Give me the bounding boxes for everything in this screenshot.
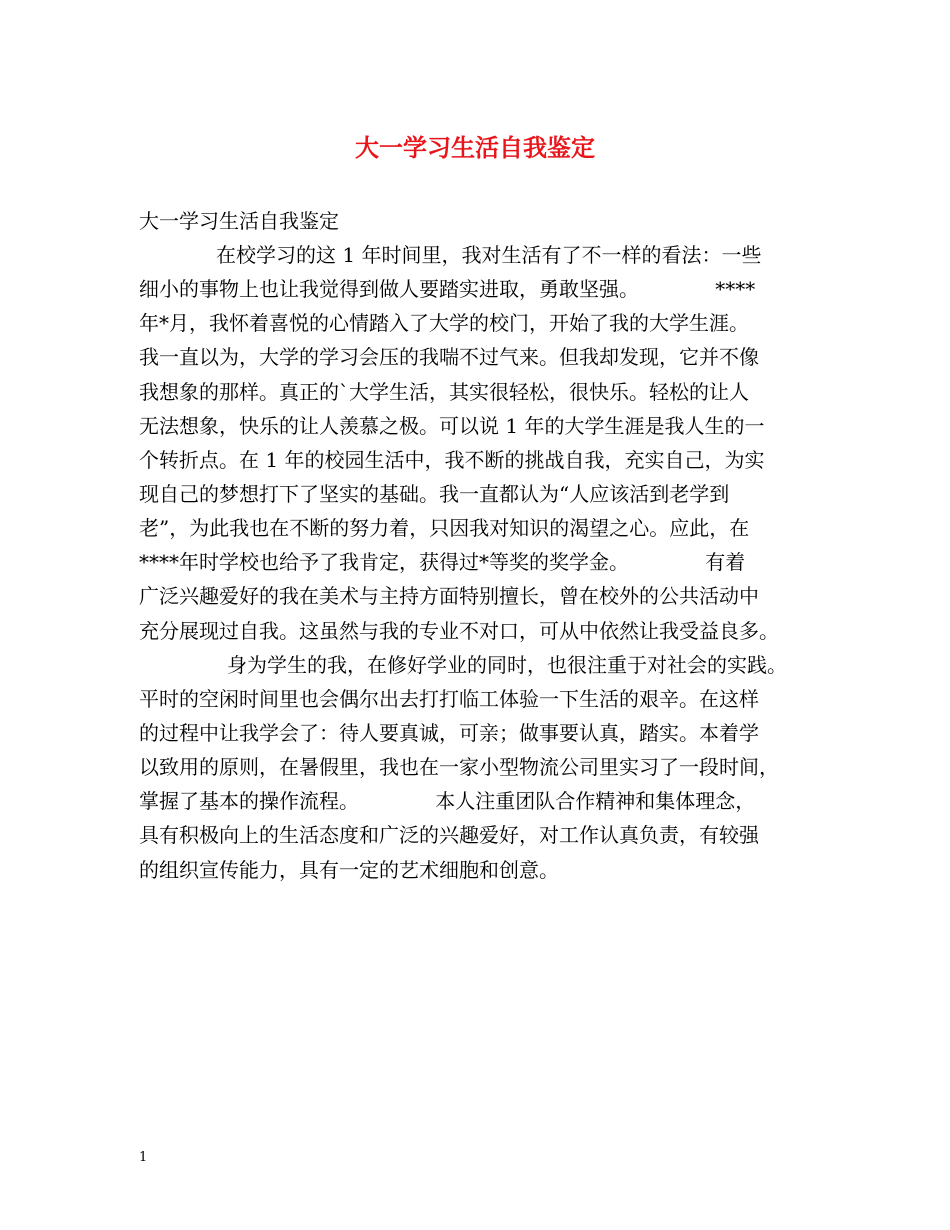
- paragraph-line: 身为学生的我，在修好学业的同时，也很注重于对社会的实践。: [227, 652, 787, 677]
- paragraph-line: 无法想象，快乐的让人羡慕之极。可以说 1 年的大学生涯是我人生的一: [139, 413, 765, 438]
- paragraph-line: 具有积极向上的生活态度和广泛的兴趣爱好，对工作认真负责，有较强: [139, 823, 759, 848]
- paragraph-line: 个转折点。在 1 年的校园生活中，我不断的挑战自我，充实自己，为实: [139, 447, 765, 472]
- paragraph-line: 我一直以为，大学的学习会压的我喘不过气来。但我却发现，它并不像: [139, 345, 759, 370]
- paragraph-line: 广泛兴趣爱好的我在美术与主持方面特别擅长，曾在校外的公共活动中: [139, 584, 759, 609]
- paragraph-line: 掌握了基本的操作流程。 本人注重团队合作精神和集体理念，: [139, 789, 756, 814]
- paragraph-line: 的组织宣传能力，具有一定的艺术细胞和创意。: [139, 857, 559, 882]
- paragraph-line: 的过程中让我学会了：待人要真诚，可亲；做事要认真，踏实。本着学: [139, 720, 759, 745]
- paragraph-line: 年*月，我怀着喜悦的心情踏入了大学的校门，开始了我的大学生涯。: [139, 311, 749, 336]
- paragraph-line: 以致用的原则，在暑假里，我也在一家小型物流公司里实习了一段时间，: [139, 755, 779, 780]
- paragraph-line: ****年时学校也给予了我肯定，获得过*等奖的奖学金。 有着: [139, 550, 746, 575]
- document-body: [139, 238, 819, 887]
- paragraph-line: 老”，为此我也在不断的努力着，只因我对知识的渴望之心。应此，在: [139, 516, 750, 541]
- document-subheading: 大一学习生活自我鉴定: [139, 209, 339, 233]
- paragraph-line: 在校学习的这 1 年时间里，我对生活有了不一样的看法：一些: [216, 243, 762, 267]
- page-number: 1: [139, 1150, 148, 1165]
- paragraph-line: 细小的事物上也让我觉得到做人要踏实进取，勇敢坚强。 ****: [139, 277, 756, 302]
- paragraph-line: 现自己的梦想打下了坚实的基础。我一直都认为“人应该活到老学到: [139, 481, 730, 506]
- paragraph-line: 我想象的那样。真正的`大学生活，其实很轻松，很快乐。轻松的让人: [139, 379, 749, 404]
- paragraph-line: 平时的空闲时间里也会偶尔出去打打临工体验一下生活的艰辛。在这样: [139, 686, 759, 711]
- document-title: 大一学习生活自我鉴定: [355, 133, 595, 162]
- paragraph-line: 充分展现过自我。这虽然与我的专业不对口，可从中依然让我受益良多。: [139, 618, 779, 643]
